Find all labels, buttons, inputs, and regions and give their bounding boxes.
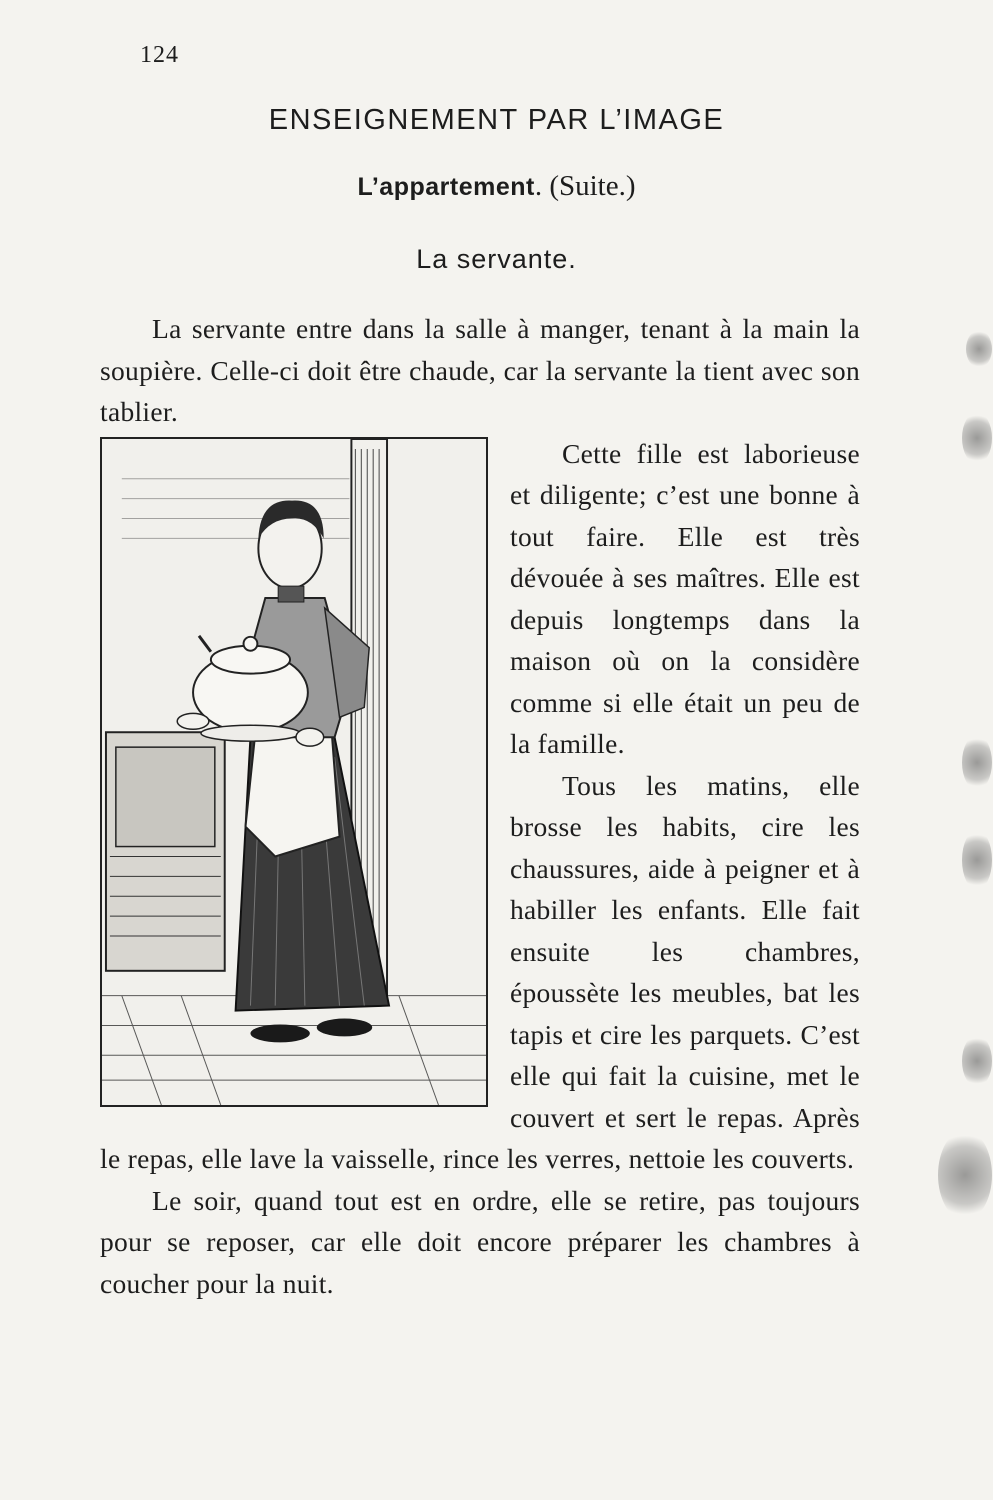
paragraph-2 xyxy=(100,433,860,765)
margin-stain xyxy=(938,1130,992,1220)
servant-with-soup-tureen-icon xyxy=(102,439,486,1105)
section-title xyxy=(0,170,993,203)
paragraph-3: Tous les matins, elle brosse les habits, cire les chaussures, aide à peigner et à habiller les enfants. Elle fait ensuite les chambres, époussète les meubles, bat les tapis et cire les parquets. C’est elle qui fait la cuisine, met le couvert et sert le repas. Après le repas, elle lave la vaisselle, rince les verres, nettoie les couverts. xyxy=(100,769,860,1174)
margin-stain xyxy=(962,412,992,464)
margin-stain xyxy=(962,830,992,890)
paragraph-1: La servante entre dans la salle à manger, tenant à la main la soupière. Celle-ci doit être chaude, car la servante la tient avec son tablier. xyxy=(100,313,860,427)
section-title-main: L’appartement xyxy=(357,173,535,201)
body-text xyxy=(100,308,860,1304)
servant-illustration xyxy=(100,437,488,1107)
page-number: 124 xyxy=(140,42,179,68)
margin-stain xyxy=(966,330,992,368)
subtitle: La servante. xyxy=(416,244,577,274)
margin-stain xyxy=(962,1035,992,1087)
section-title-suffix: . (Suite.) xyxy=(534,170,636,202)
paragraph-2-text: Cette fille est laborieuse et diligente; c’est une bonne à tout faire. Elle est très dévouée à ses maîtres. Elle est depuis longtemps dans la maison où on la considère comme si elle était un peu de la famille. xyxy=(510,437,860,759)
margin-stain xyxy=(962,735,992,790)
paragraph-4: Le soir, quand tout est en ordre, elle se retire, pas toujours pour se reposer, car elle doit encore préparer les chambres à coucher pour la nuit. xyxy=(100,1184,860,1299)
running-head: ENSEIGNEMENT PAR L’IMAGE xyxy=(268,104,725,136)
